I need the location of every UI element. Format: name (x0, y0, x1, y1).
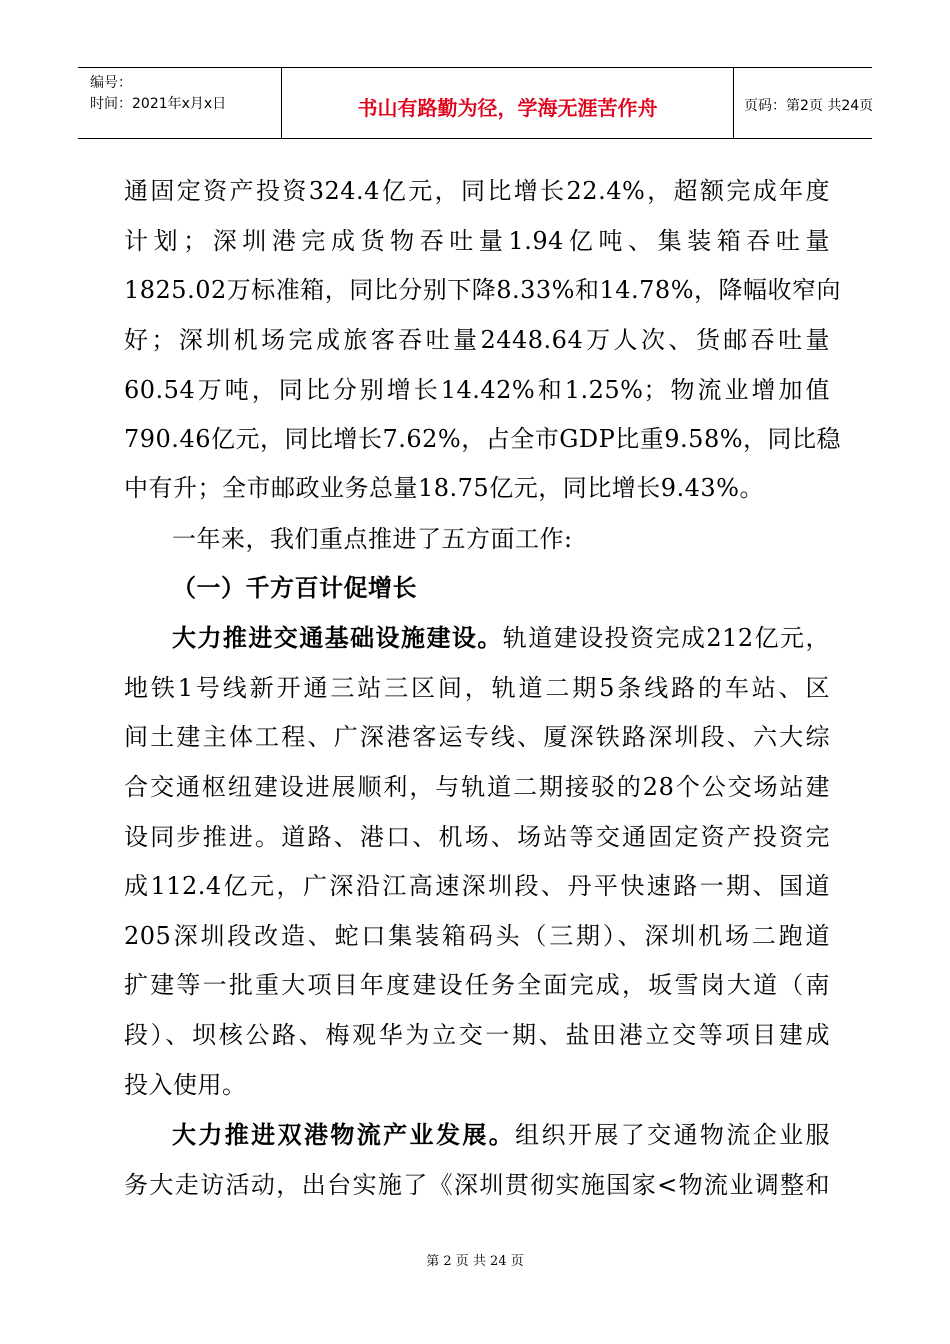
body-line: 投入使用。 (124, 1071, 247, 1099)
intro-paragraph: 一年来，我们重点推进了五方面工作: (172, 525, 573, 553)
document-number-label: 编号： (90, 75, 132, 91)
header-motto-cell (282, 68, 734, 138)
paragraph-2-lead: 大力推进双港物流产业发展。 (172, 1121, 516, 1149)
body-line: 设同步推进。道路、港口、机场、场站等交通固定资产投资完 (124, 823, 830, 851)
body-line: 务大走访活动，出台实施了《深圳贯彻实施国家<物流业调整和 (124, 1171, 830, 1199)
body-line: 通固定资产投资324.4亿元，同比增长22.4%，超额完成年度 (124, 177, 830, 205)
header-motto: 书山有路勤为径，学海无涯苦作舟 (357, 96, 658, 120)
body-line: 1825.02万标准箱，同比分别下降8.33%和14.78%，降幅收窄向 (124, 276, 841, 304)
paragraph-1-first-text: 轨道建设投资完成212亿元， (502, 624, 831, 652)
page-header (78, 67, 872, 139)
paragraph-2-first-line (172, 1118, 830, 1152)
section-heading: （一）千方百计促增长 (172, 574, 417, 602)
body-line: 计划；深圳港完成货物吞吐量1.94亿吨、集装箱吞吐量 (124, 227, 830, 255)
body-line: 好；深圳机场完成旅客吞吐量2448.64万人次、货邮吞吐量 (124, 326, 830, 354)
body-line: 中有升；全市邮政业务总量18.75亿元，同比增长9.43%。 (124, 474, 764, 502)
body-line: 合交通枢纽建设进展顺利，与轨道二期接驳的28个公交场站建 (124, 773, 830, 801)
body-line: 790.46亿元，同比增长7.62%，占全市GDP比重9.58%，同比稳 (124, 425, 842, 453)
body-line: 扩建等一批重大项目年度建设任务全面完成，坂雪岗大道（南 (124, 971, 830, 999)
header-page-cell (734, 68, 872, 138)
paragraph-2-first-text: 组织开展了交通物流企业服 (515, 1121, 831, 1149)
body-line: 成112.4亿元，广深沿江高速深圳段、丹平快速路一期、国道 (124, 872, 830, 900)
page-footer: 第 2 页 共 24 页 (426, 1254, 524, 1269)
body-line: 地铁1号线新开通三站三区间，轨道二期5条线路的车站、区 (124, 674, 830, 702)
body-line: 段）、坝核公路、梅观华为立交一期、盐田港立交等项目建成 (124, 1021, 830, 1049)
paragraph-1-lead: 大力推进交通基础设施建设。 (172, 624, 503, 652)
header-meta (78, 68, 282, 138)
body-line: 60.54万吨，同比分别增长14.42%和1.25%；物流业增加值 (124, 376, 830, 404)
document-time-label: 时间：2021年x月x日 (90, 96, 227, 112)
header-page-number: 页码：第2页 共24页 (744, 98, 874, 114)
body-line: 间土建主体工程、广深港客运专线、厦深铁路深圳段、六大综 (124, 723, 830, 751)
body-line: 205深圳段改造、蛇口集装箱码头（三期）、深圳机场二跑道 (124, 922, 830, 950)
paragraph-1-first-line (172, 621, 830, 655)
